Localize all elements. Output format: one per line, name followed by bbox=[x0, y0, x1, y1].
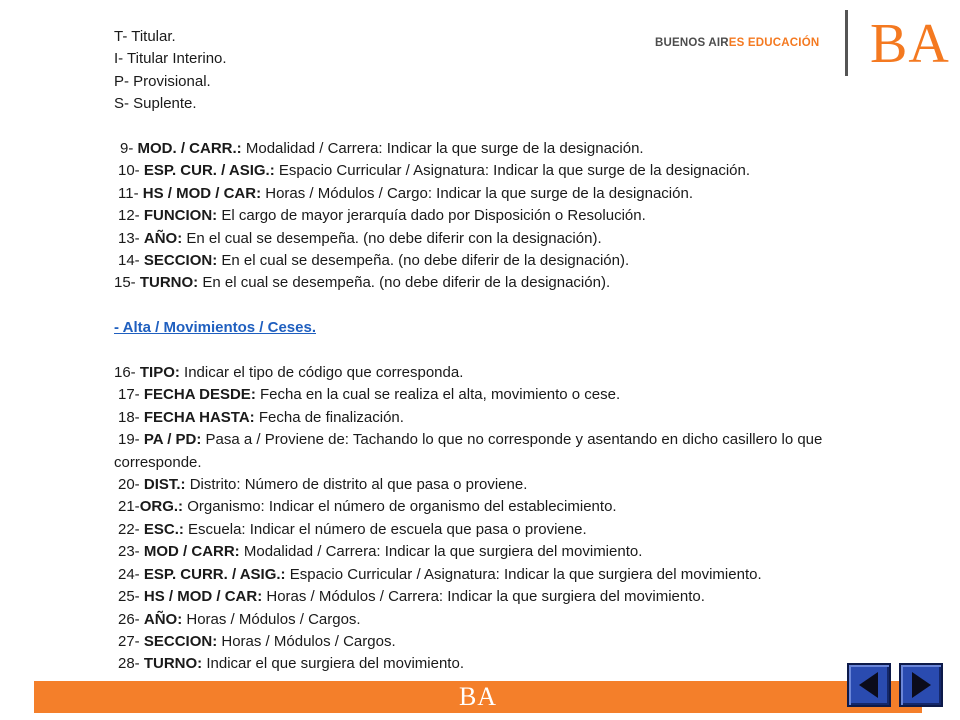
legend-item: T- Titular. bbox=[114, 28, 176, 45]
item-key: MOD / CARR: bbox=[143, 543, 240, 561]
item-number: 10- bbox=[118, 162, 144, 180]
item-text: Espacio Curricular / Asignatura: Indicar la que surge de la designación. bbox=[274, 162, 751, 180]
item-text: Escuela: Indicar el número de escuela que pasa o proviene. bbox=[183, 520, 587, 538]
footer-ba-logo: BA bbox=[458, 682, 498, 711]
item-key: HS / MOD / CAR: bbox=[143, 588, 263, 606]
triangle-left-icon bbox=[849, 665, 889, 705]
item-text: Espacio Curricular / Asignatura: Indicar la que surgiera del movimiento. bbox=[285, 565, 762, 583]
item-text: Horas / Módulos / Cargos. bbox=[182, 610, 361, 628]
item-number: 12- bbox=[118, 207, 144, 225]
field-item bbox=[114, 272, 884, 294]
item-text: Indicar el tipo de código que corresponda. bbox=[179, 364, 464, 382]
field-item bbox=[114, 228, 884, 250]
item-text: En el cual se desempeña. (no debe diferir de la designación). bbox=[198, 274, 611, 292]
field-item bbox=[114, 362, 884, 384]
item-key: PA / PD: bbox=[143, 431, 202, 449]
item-text: Modalidad / Carrera: Indicar la que surge de la designación. bbox=[241, 140, 644, 158]
field-item bbox=[114, 474, 884, 496]
legend-item: I- Titular Interino. bbox=[114, 50, 227, 68]
item-key: ESC.: bbox=[143, 520, 184, 538]
spacer bbox=[114, 295, 884, 317]
field-item bbox=[114, 496, 884, 518]
field-item bbox=[114, 160, 884, 182]
item-number: 28- bbox=[118, 655, 144, 673]
item-number: 9- bbox=[120, 140, 138, 158]
spacer bbox=[114, 116, 884, 138]
item-number: 21- bbox=[118, 498, 140, 516]
item-key: ESP. CUR. / ASIG.: bbox=[143, 162, 275, 180]
item-text: Indicar el que surgiera del movimiento. bbox=[202, 655, 464, 673]
legend-item: P- Provisional. bbox=[114, 72, 211, 90]
item-key: SECCION: bbox=[143, 252, 218, 270]
field-item bbox=[114, 250, 884, 272]
item-text: Organismo: Indicar el número de organismo del establecimiento. bbox=[183, 498, 617, 516]
field-item bbox=[114, 429, 884, 474]
item-text: En el cual se desempeña. (no debe diferir de la designación). bbox=[217, 252, 630, 270]
item-text: Fecha de finalización. bbox=[254, 408, 404, 426]
field-item bbox=[114, 138, 884, 160]
item-key: FUNCION: bbox=[143, 207, 218, 225]
item-number: 18- bbox=[118, 408, 144, 426]
previous-slide-button[interactable] bbox=[847, 663, 891, 707]
item-text: Pasa a / Proviene de: Tachando lo que no corresponde y asentando en dicho casillero lo que corresponde. bbox=[114, 431, 823, 471]
item-text: El cargo de mayor jerarquía dado por Disposición o Resolución. bbox=[217, 207, 646, 225]
item-key: AÑO: bbox=[143, 229, 183, 247]
item-key: TIPO: bbox=[139, 364, 180, 382]
item-number: 22- bbox=[118, 520, 144, 538]
slide-body bbox=[114, 26, 884, 676]
item-text: Horas / Módulos / Cargo: Indicar la que surge de la designación. bbox=[261, 184, 693, 202]
logo-text-main: BUENOS AIR bbox=[655, 37, 729, 49]
field-item bbox=[114, 653, 884, 675]
logo-text-accent: ES EDUCACIÓN bbox=[728, 37, 820, 49]
item-text: Fecha en la cual se realiza el alta, movimiento o cese. bbox=[255, 386, 621, 404]
item-key: TURNO: bbox=[143, 655, 203, 673]
field-item bbox=[114, 384, 884, 406]
item-text: Horas / Módulos / Cargos. bbox=[217, 632, 396, 650]
item-key: MOD. / CARR.: bbox=[137, 140, 242, 158]
item-key: TURNO: bbox=[139, 274, 199, 292]
item-text: Horas / Módulos / Carrera: Indicar la que surgiera del movimiento. bbox=[262, 588, 705, 606]
field-item bbox=[114, 205, 884, 227]
item-number: 26- bbox=[118, 610, 144, 628]
item-text: Modalidad / Carrera: Indicar la que surgiera del movimiento. bbox=[239, 543, 643, 561]
item-number: 11- bbox=[118, 184, 143, 202]
field-item bbox=[114, 631, 884, 653]
item-key: FECHA HASTA: bbox=[143, 408, 255, 426]
field-item bbox=[114, 586, 884, 608]
item-number: 17- bbox=[118, 386, 144, 404]
item-number: 14- bbox=[118, 252, 144, 270]
field-item bbox=[114, 407, 884, 429]
item-number: 15- bbox=[114, 274, 140, 292]
footer-bar bbox=[34, 681, 922, 713]
item-number: 20- bbox=[118, 476, 144, 494]
item-text: Distrito: Número de distrito al que pasa o proviene. bbox=[185, 476, 528, 494]
item-number: 27- bbox=[118, 632, 144, 650]
spacer bbox=[114, 340, 884, 362]
triangle-right-icon bbox=[901, 665, 941, 705]
item-number: 23- bbox=[118, 543, 144, 561]
item-number: 19- bbox=[118, 431, 144, 449]
ba-logo: BA bbox=[870, 13, 950, 75]
item-key: FECHA DESDE: bbox=[143, 386, 256, 404]
item-number: 25- bbox=[118, 588, 144, 606]
alta-movimientos-ceses-link[interactable]: - Alta / Movimientos / Ceses. bbox=[114, 319, 316, 337]
item-key: SECCION: bbox=[143, 632, 218, 650]
item-key: HS / MOD / CAR: bbox=[142, 184, 262, 202]
item-key: ESP. CURR. / ASIG.: bbox=[143, 565, 286, 583]
field-item bbox=[114, 541, 884, 563]
legend-item: S- Suplente. bbox=[114, 95, 197, 113]
field-item bbox=[114, 609, 884, 631]
item-key: DIST.: bbox=[143, 476, 186, 494]
item-text: En el cual se desempeña. (no debe diferir con la designación). bbox=[182, 229, 602, 247]
item-number: 13- bbox=[118, 229, 144, 247]
field-item bbox=[114, 519, 884, 541]
item-key: ORG.: bbox=[139, 498, 184, 516]
field-item bbox=[114, 183, 884, 205]
item-key: AÑO: bbox=[143, 610, 183, 628]
item-number: 16- bbox=[114, 364, 140, 382]
item-number: 24- bbox=[118, 565, 144, 583]
next-slide-button[interactable] bbox=[899, 663, 943, 707]
field-item bbox=[114, 564, 884, 586]
